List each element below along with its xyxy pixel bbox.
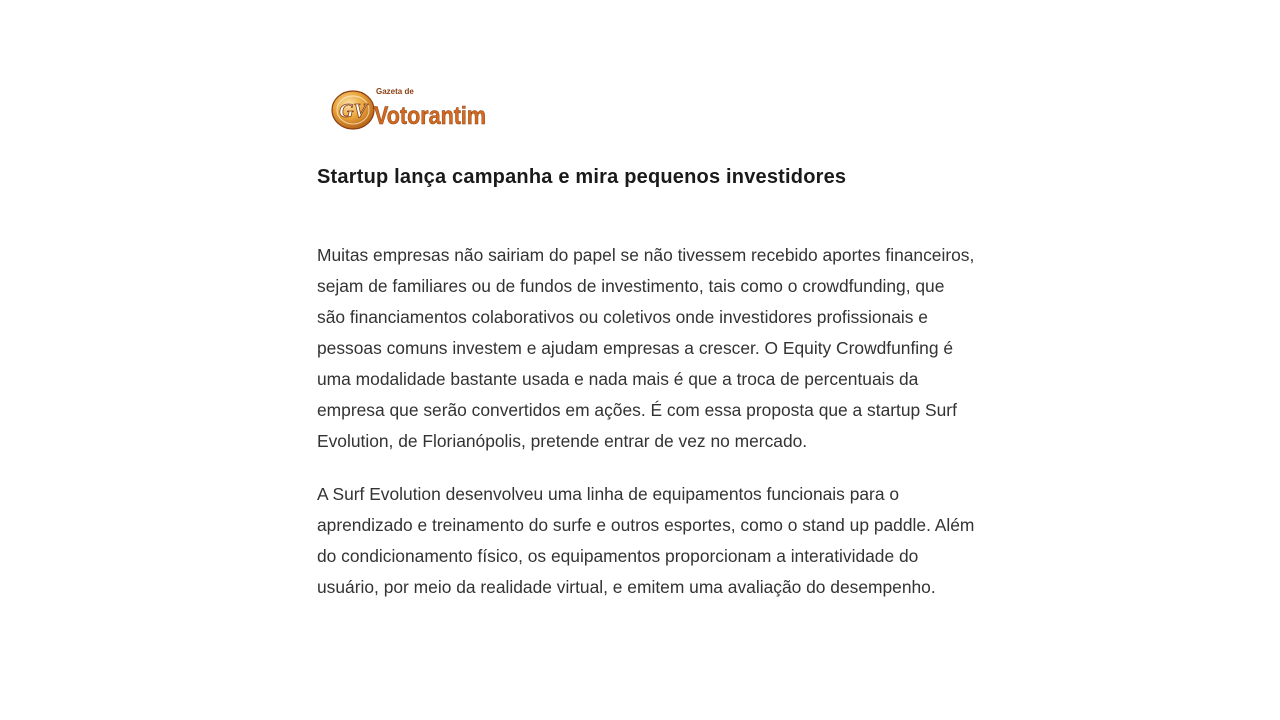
logo-name: Votorantim bbox=[374, 102, 486, 130]
logo-monogram: GV bbox=[339, 100, 367, 122]
article-paragraph: A Surf Evolution desenvolveu uma linha de equipamentos funcionais para o aprendizado e treinamento do surfe e outros esportes, como o stand up paddle. Além do condicionamento físico, os equipamentos proporcionam a interatividade do usuário, por meio da realidade virtual, e emitem uma avaliação do desempenho. bbox=[317, 484, 975, 597]
logo-small-text: Gazeta de bbox=[376, 87, 414, 96]
gazeta-de-votorantim-logo bbox=[331, 84, 491, 132]
article-headline: Startup lança campanha e mira pequenos investidores bbox=[317, 166, 847, 188]
article-paragraph: Muitas empresas não sairiam do papel se não tivessem recebido aportes financeiros, sejam de familiares ou de fundos de investimento, tais como o crowdfunding, que são financiamentos colaborativos ou coletivos onde investidores profissionais e pessoas comuns investem e ajudam empresas a crescer. O Equity Crowdfunfing é uma modalidade bastante usada e nada mais é que a troca de percentuais da empresa que serão convertidos em ações. É com essa proposta que a startup Surf Evolution, de Florianópolis, pretende entrar de vez no mercado. bbox=[317, 245, 975, 451]
article bbox=[317, 164, 977, 642]
